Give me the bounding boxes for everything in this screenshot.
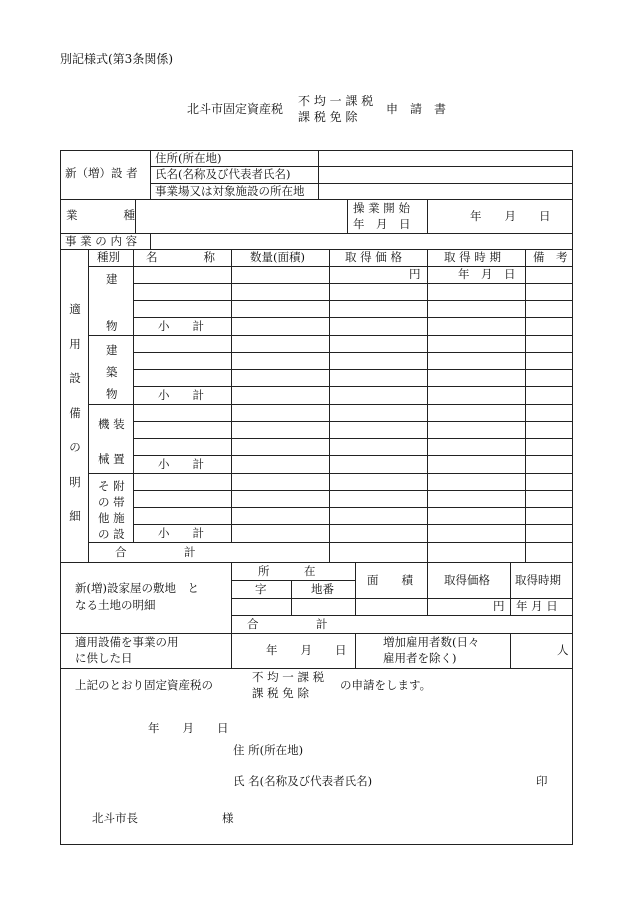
category-machinery: 機 装 (98, 417, 125, 431)
rule (347, 199, 348, 233)
seal-mark: 印 (536, 774, 548, 788)
title-option-uneven-tax: 不 均 一 課 税 (298, 94, 374, 108)
address-field[interactable] (318, 150, 573, 166)
rule (60, 633, 573, 634)
category-structure: 建 (106, 343, 118, 357)
rule (133, 507, 573, 508)
column-note: 備 考 (533, 250, 568, 264)
honorific: 様 (222, 811, 234, 825)
rule (88, 404, 573, 405)
rule (133, 524, 573, 525)
category-other-2: の 帯 (98, 495, 125, 509)
land-time: 取得時期 (515, 573, 561, 587)
title-option-exemption: 課 税 免 除 (298, 110, 358, 124)
rule (60, 668, 573, 669)
rule (133, 438, 573, 439)
start-date-label: 操 業 開 始 (353, 201, 410, 215)
category-building: 建 (106, 272, 118, 286)
employees-label-2: 雇用者を除く) (383, 651, 457, 665)
usage-label: 適用設備を事業の用 (75, 635, 179, 649)
column-kind: 種別 (97, 250, 120, 264)
land-aza: 字 (255, 582, 267, 596)
subtotal-building: 小 計 (158, 319, 204, 333)
usage-label-2: に供した日 (75, 651, 133, 665)
statement-suffix: の申請をします。 (340, 678, 432, 692)
category-structure-3: 物 (106, 387, 118, 401)
category-building-2: 物 (106, 319, 118, 333)
title-prefix: 北斗市固定資産税 (187, 102, 284, 116)
column-time: 取 得 時 期 (444, 250, 501, 264)
land-price-unit: 円 (493, 599, 505, 613)
rule (133, 369, 573, 370)
column-price: 取 得 価 格 (345, 250, 402, 264)
rule (133, 283, 573, 284)
employees-unit: 人 (557, 643, 569, 657)
employees-label: 増加雇用者数(日々 (383, 635, 480, 649)
rule (329, 249, 330, 562)
statement-prefix: 上記のとおり固定資産税の (75, 678, 213, 692)
rule (427, 249, 428, 562)
date-units: 年 月 日 (458, 267, 516, 281)
column-name: 名 称 (146, 250, 215, 264)
site-label: 事業場又は対象施設の所在地 (155, 184, 305, 198)
rule (525, 249, 526, 562)
equipment-total: 合 計 (115, 545, 196, 559)
usage-date[interactable]: 年 月 日 (266, 643, 347, 657)
land-area: 面 積 (367, 573, 413, 587)
category-other-4: の 設 (98, 527, 125, 541)
rule (427, 199, 428, 233)
start-date-field[interactable]: 年 月 日 (470, 209, 551, 223)
subtotal-other: 小 計 (158, 526, 204, 540)
rule (510, 562, 511, 615)
subtotal-machinery: 小 計 (158, 457, 204, 471)
rule (231, 615, 573, 616)
statement-option-exemption: 課 税 免 除 (252, 686, 309, 700)
subtotal-structure: 小 計 (158, 388, 204, 402)
rule (133, 490, 573, 491)
rule (88, 249, 89, 562)
business-type-label: 業 種 (66, 208, 135, 222)
land-label: 新(増)設家屋の敷地 と (75, 581, 199, 595)
rule (133, 249, 134, 542)
business-type-field[interactable] (135, 199, 347, 233)
rule (231, 562, 232, 668)
title-suffix: 申 請 書 (386, 102, 447, 116)
rule (231, 580, 355, 581)
land-total: 合 計 (247, 617, 328, 631)
rule (231, 249, 232, 542)
statement-date[interactable]: 年 月 日 (148, 721, 229, 735)
equipment-side-label: 適 用 設 備 の 明 細 (69, 302, 81, 523)
rule (355, 562, 356, 615)
land-price: 取得価格 (444, 573, 490, 587)
category-machinery-2: 械 置 (98, 452, 125, 466)
category-structure-2: 築 (106, 365, 118, 379)
name-field[interactable] (318, 166, 573, 183)
rule (88, 473, 573, 474)
rule (133, 421, 573, 422)
rule (133, 386, 573, 387)
land-label-2: なる土地の明細 (75, 598, 156, 612)
column-quantity: 数量(面積) (250, 250, 305, 264)
mayor-label: 北斗市長 (92, 811, 138, 825)
rule (291, 580, 292, 615)
address-label: 住所(所在地) (155, 151, 222, 165)
rule (355, 633, 356, 668)
rule (150, 150, 151, 199)
rule (133, 317, 573, 318)
land-lot: 地番 (311, 582, 334, 596)
business-content-field[interactable] (150, 233, 573, 249)
category-other-3: 他 施 (98, 511, 125, 525)
rule (88, 335, 573, 336)
business-content-label: 事 業 の 内 容 (65, 234, 138, 248)
applicant-address-label: 住 所(所在地) (233, 743, 304, 757)
statement-option-uneven-tax: 不 均 一 課 税 (252, 670, 325, 684)
land-location: 所 在 (258, 564, 316, 578)
rule (427, 562, 428, 615)
rule (133, 300, 573, 301)
land-date-units: 年 月 日 (516, 599, 558, 613)
name-label: 氏名(名称及び代表者氏名) (155, 167, 291, 181)
applicant-label: 新（増）設 者 (65, 166, 138, 180)
site-field[interactable] (318, 183, 573, 199)
rule (88, 542, 573, 543)
rule (133, 352, 573, 353)
start-date-label-2: 年 月 日 (353, 217, 411, 231)
rule (133, 455, 573, 456)
applicant-name-label: 氏 名(名称及び代表者氏名) (233, 774, 373, 788)
form-label: 別記様式(第3条関係) (60, 52, 173, 66)
category-other: そ 附 (98, 479, 125, 493)
price-unit: 円 (409, 267, 421, 281)
rule (60, 562, 573, 563)
rule (510, 633, 511, 668)
